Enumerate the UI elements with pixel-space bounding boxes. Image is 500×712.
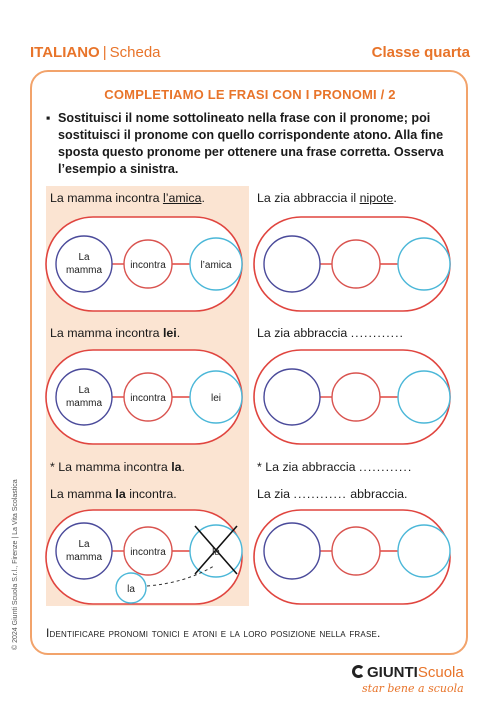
sentence-period: . xyxy=(393,191,397,205)
sentence-text-end: incontra. xyxy=(125,487,177,501)
sentence-period: . xyxy=(201,191,205,205)
sentence-text: La mamma incontra xyxy=(50,326,163,340)
subject-word-1: La xyxy=(78,539,90,550)
blank-line[interactable]: ............ xyxy=(350,326,404,340)
object-circle[interactable] xyxy=(398,238,450,290)
subject-word-2: mamma xyxy=(65,398,103,409)
sentence-text: La zia abbraccia xyxy=(257,326,351,340)
sentence-text: La mamma incontra xyxy=(50,191,163,205)
subject-word-1: La xyxy=(78,385,90,396)
subject-circle xyxy=(56,523,112,579)
object-circle[interactable] xyxy=(398,525,450,577)
left-diagram-1 xyxy=(46,217,242,311)
copyright-notice: © 2024 Giunti Scuola S.r.l., Firenze | La Vita Scolastica xyxy=(12,479,19,650)
right-diagram-1 xyxy=(254,217,450,311)
underlined-noun: l’amica xyxy=(162,191,202,205)
right-diagram-2 xyxy=(254,350,450,444)
learning-objective: Identificare pronomi tonici e atoni e la loro posizione nella frase. xyxy=(46,626,381,640)
object-word: lei xyxy=(210,393,222,404)
sentence-period: . xyxy=(181,460,185,474)
verb-word: incontra xyxy=(130,260,166,271)
object-word: la xyxy=(212,547,220,558)
object-word: l’amica xyxy=(200,260,232,271)
page-title: COMPLETIAMO LE FRASI CON I PRONOMI / 2 xyxy=(104,87,396,102)
verb-circle[interactable] xyxy=(332,373,380,421)
moved-pronoun: la xyxy=(115,487,126,501)
giunti-logo-icon xyxy=(352,665,365,678)
sentence-text: La mamma xyxy=(50,487,116,501)
sentence-text: La zia abbraccia il xyxy=(257,191,360,205)
verb-word: incontra xyxy=(130,393,166,404)
grade-label: Classe quarta xyxy=(371,44,470,61)
logo-brand-2: Scuola xyxy=(417,664,464,681)
blank-line[interactable]: ............ xyxy=(293,487,347,501)
left-diagram-2 xyxy=(46,350,242,444)
sentence-text: * La zia abbraccia xyxy=(257,460,359,474)
subject-word-1: La xyxy=(78,252,90,263)
moved-pronoun-word: la xyxy=(127,584,135,595)
tonic-pronoun: lei xyxy=(162,326,177,340)
bullet-icon: ▪ xyxy=(46,111,51,125)
subject-label: ITALIANO xyxy=(30,44,100,61)
logo-tagline: star bene a scuola xyxy=(362,682,464,695)
sentence-text-end: abbraccia. xyxy=(346,487,408,501)
subject-word-2: mamma xyxy=(65,552,103,563)
subject-circle[interactable] xyxy=(264,236,320,292)
sheet-label: Scheda xyxy=(109,44,161,61)
verb-circle[interactable] xyxy=(332,527,380,575)
publisher-logo xyxy=(352,664,464,681)
right-diagram-3 xyxy=(254,510,450,604)
sentence-text: La zia xyxy=(257,487,294,501)
verb-word: incontra xyxy=(130,547,166,558)
sentence-period: . xyxy=(176,326,181,340)
atonic-pronoun: la xyxy=(171,460,182,474)
underlined-noun: nipote xyxy=(359,191,394,205)
logo-brand: GIUNTI xyxy=(367,664,418,681)
sentence-text: * La mamma incontra xyxy=(50,460,172,474)
subject-circle[interactable] xyxy=(264,369,320,425)
left-diagram-3 xyxy=(46,510,242,604)
subject-word-2: mamma xyxy=(65,265,103,276)
object-circle[interactable] xyxy=(398,371,450,423)
subject-circle xyxy=(56,236,112,292)
header-separator: | xyxy=(102,44,107,61)
subject-circle xyxy=(56,369,112,425)
subject-circle[interactable] xyxy=(264,523,320,579)
blank-line[interactable]: ............ xyxy=(358,460,413,474)
verb-circle[interactable] xyxy=(332,240,380,288)
instructions-text: Sostituisci il nome sottolineato nella frase con il pronome; poi sostituisci il pronome con quello corrispondente atono. Alla fine sposta questo pronome per ottenere una frase corretta. Osserva l’esempio a sinistra. xyxy=(58,111,444,176)
